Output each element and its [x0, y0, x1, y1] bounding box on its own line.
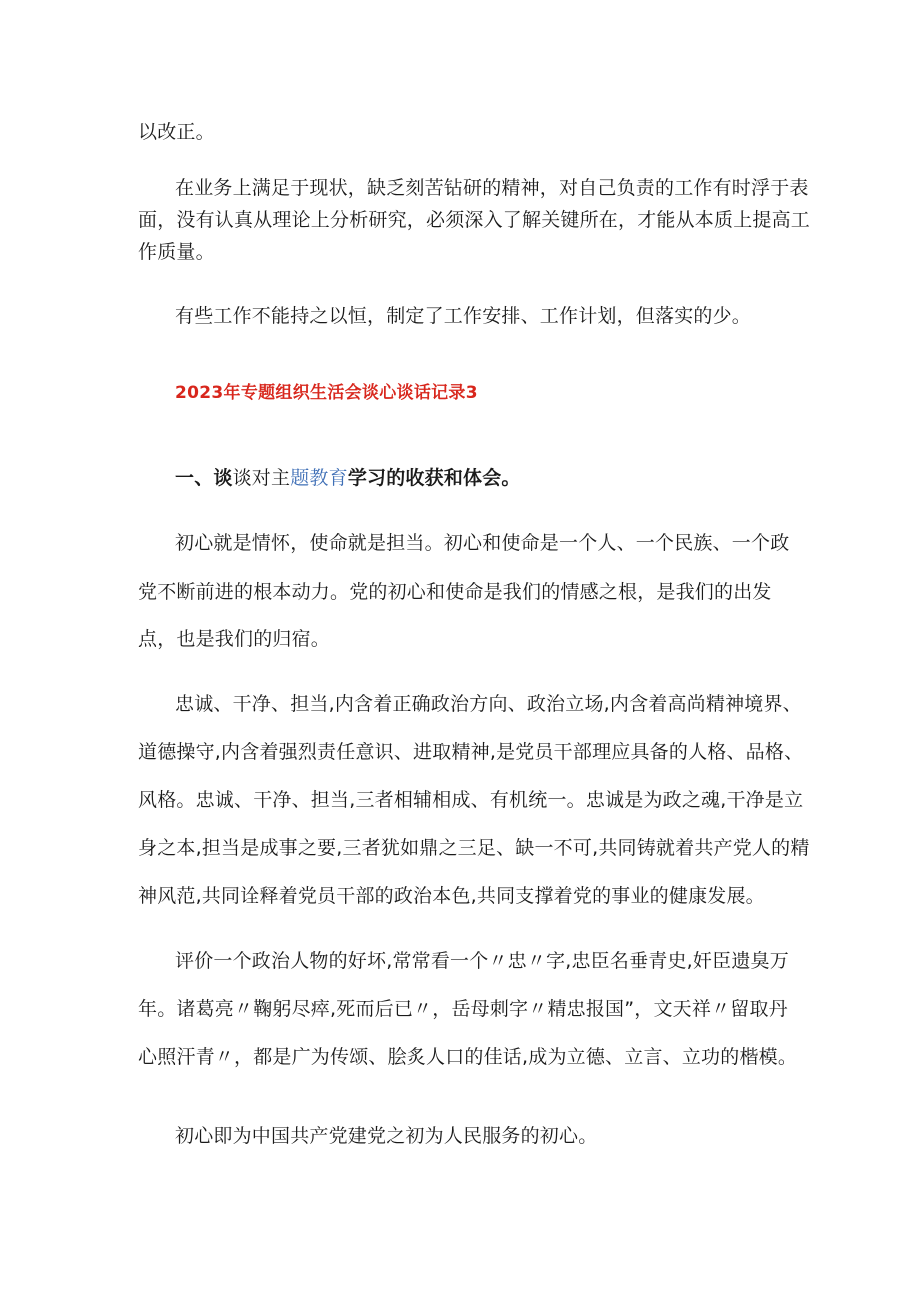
paragraph-5-line-3: 心照汗青〃，都是广为传颂、脍炙人口的佳话,成为立德、立言、立功的楷模。	[138, 1046, 798, 1068]
paragraph-5-line-1: 评价一个政治人物的好坏,常常看一个〃忠〃字,忠臣名垂青史,奸臣遗臭万	[175, 950, 789, 972]
paragraph-0-line-1: 以改正。	[138, 121, 215, 143]
paragraph-4-line-4: 身之本,担当是成事之要,三者犹如鼎之三足、缺一不可,共同铸就着共产党人的精	[138, 837, 810, 859]
paragraph-4-line-2: 道德操守,内含着强烈责任意识、进取精神,是党员干部理应具备的人格、品格、	[138, 741, 804, 763]
paragraph-1-line-1: 在业务上满足于现状，缺乏刻苦钻研的精神，对自己负责的工作有时浮于表	[175, 177, 809, 199]
paragraph-3-line-1: 初心就是情怀，使命就是担当。初心和使命是一个人、一个民族、一个政	[175, 532, 790, 554]
paragraph-4-line-3: 风格。忠诚、干净、担当,三者相辅相成、有机统一。忠诚是为政之魂,干净是立	[138, 789, 804, 811]
paragraph-6-line-1: 初心即为中国共产党建党之初为人民服务的初心。	[175, 1125, 598, 1147]
section-heading-prefix: 一、谈	[175, 467, 233, 489]
section-title: 2023年专题组织生活会谈心谈话记录3	[175, 383, 478, 403]
paragraph-2-line-1: 有些工作不能持之以恒，制定了工作安排、工作计划，但落实的少。	[175, 305, 752, 327]
paragraph-3-line-3: 点，也是我们的归宿。	[138, 628, 331, 650]
paragraph-1-line-3: 作质量。	[138, 241, 215, 263]
section-heading-suffix: 学习的收获和体会。	[347, 467, 521, 489]
section-heading-1	[175, 466, 521, 490]
paragraph-1-line-2: 面，没有认真从理论上分析研究，必须深入了解关键所在，才能从本质上提高工	[138, 209, 811, 231]
paragraph-4-line-5: 神风范,共同诠释着党员干部的政治本色,共同支撑着党的事业的健康发展。	[138, 885, 765, 907]
paragraph-5-line-2: 年。诸葛亮〃鞠躬尽瘁,死而后已〃，岳母刺字〃精忠报国”，文天祥〃留取丹	[138, 998, 788, 1020]
paragraph-3-line-2: 党不断前进的根本动力。党的初心和使命是我们的情感之根，是我们的出发	[138, 581, 772, 603]
section-heading-plain: 谈对主	[232, 467, 291, 489]
paragraph-4-line-1: 忠诚、干净、担当,内含着正确政治方向、政治立场,内含着高尚精神境界、	[175, 693, 802, 715]
topic-education-link[interactable]: 题教育	[290, 467, 348, 489]
